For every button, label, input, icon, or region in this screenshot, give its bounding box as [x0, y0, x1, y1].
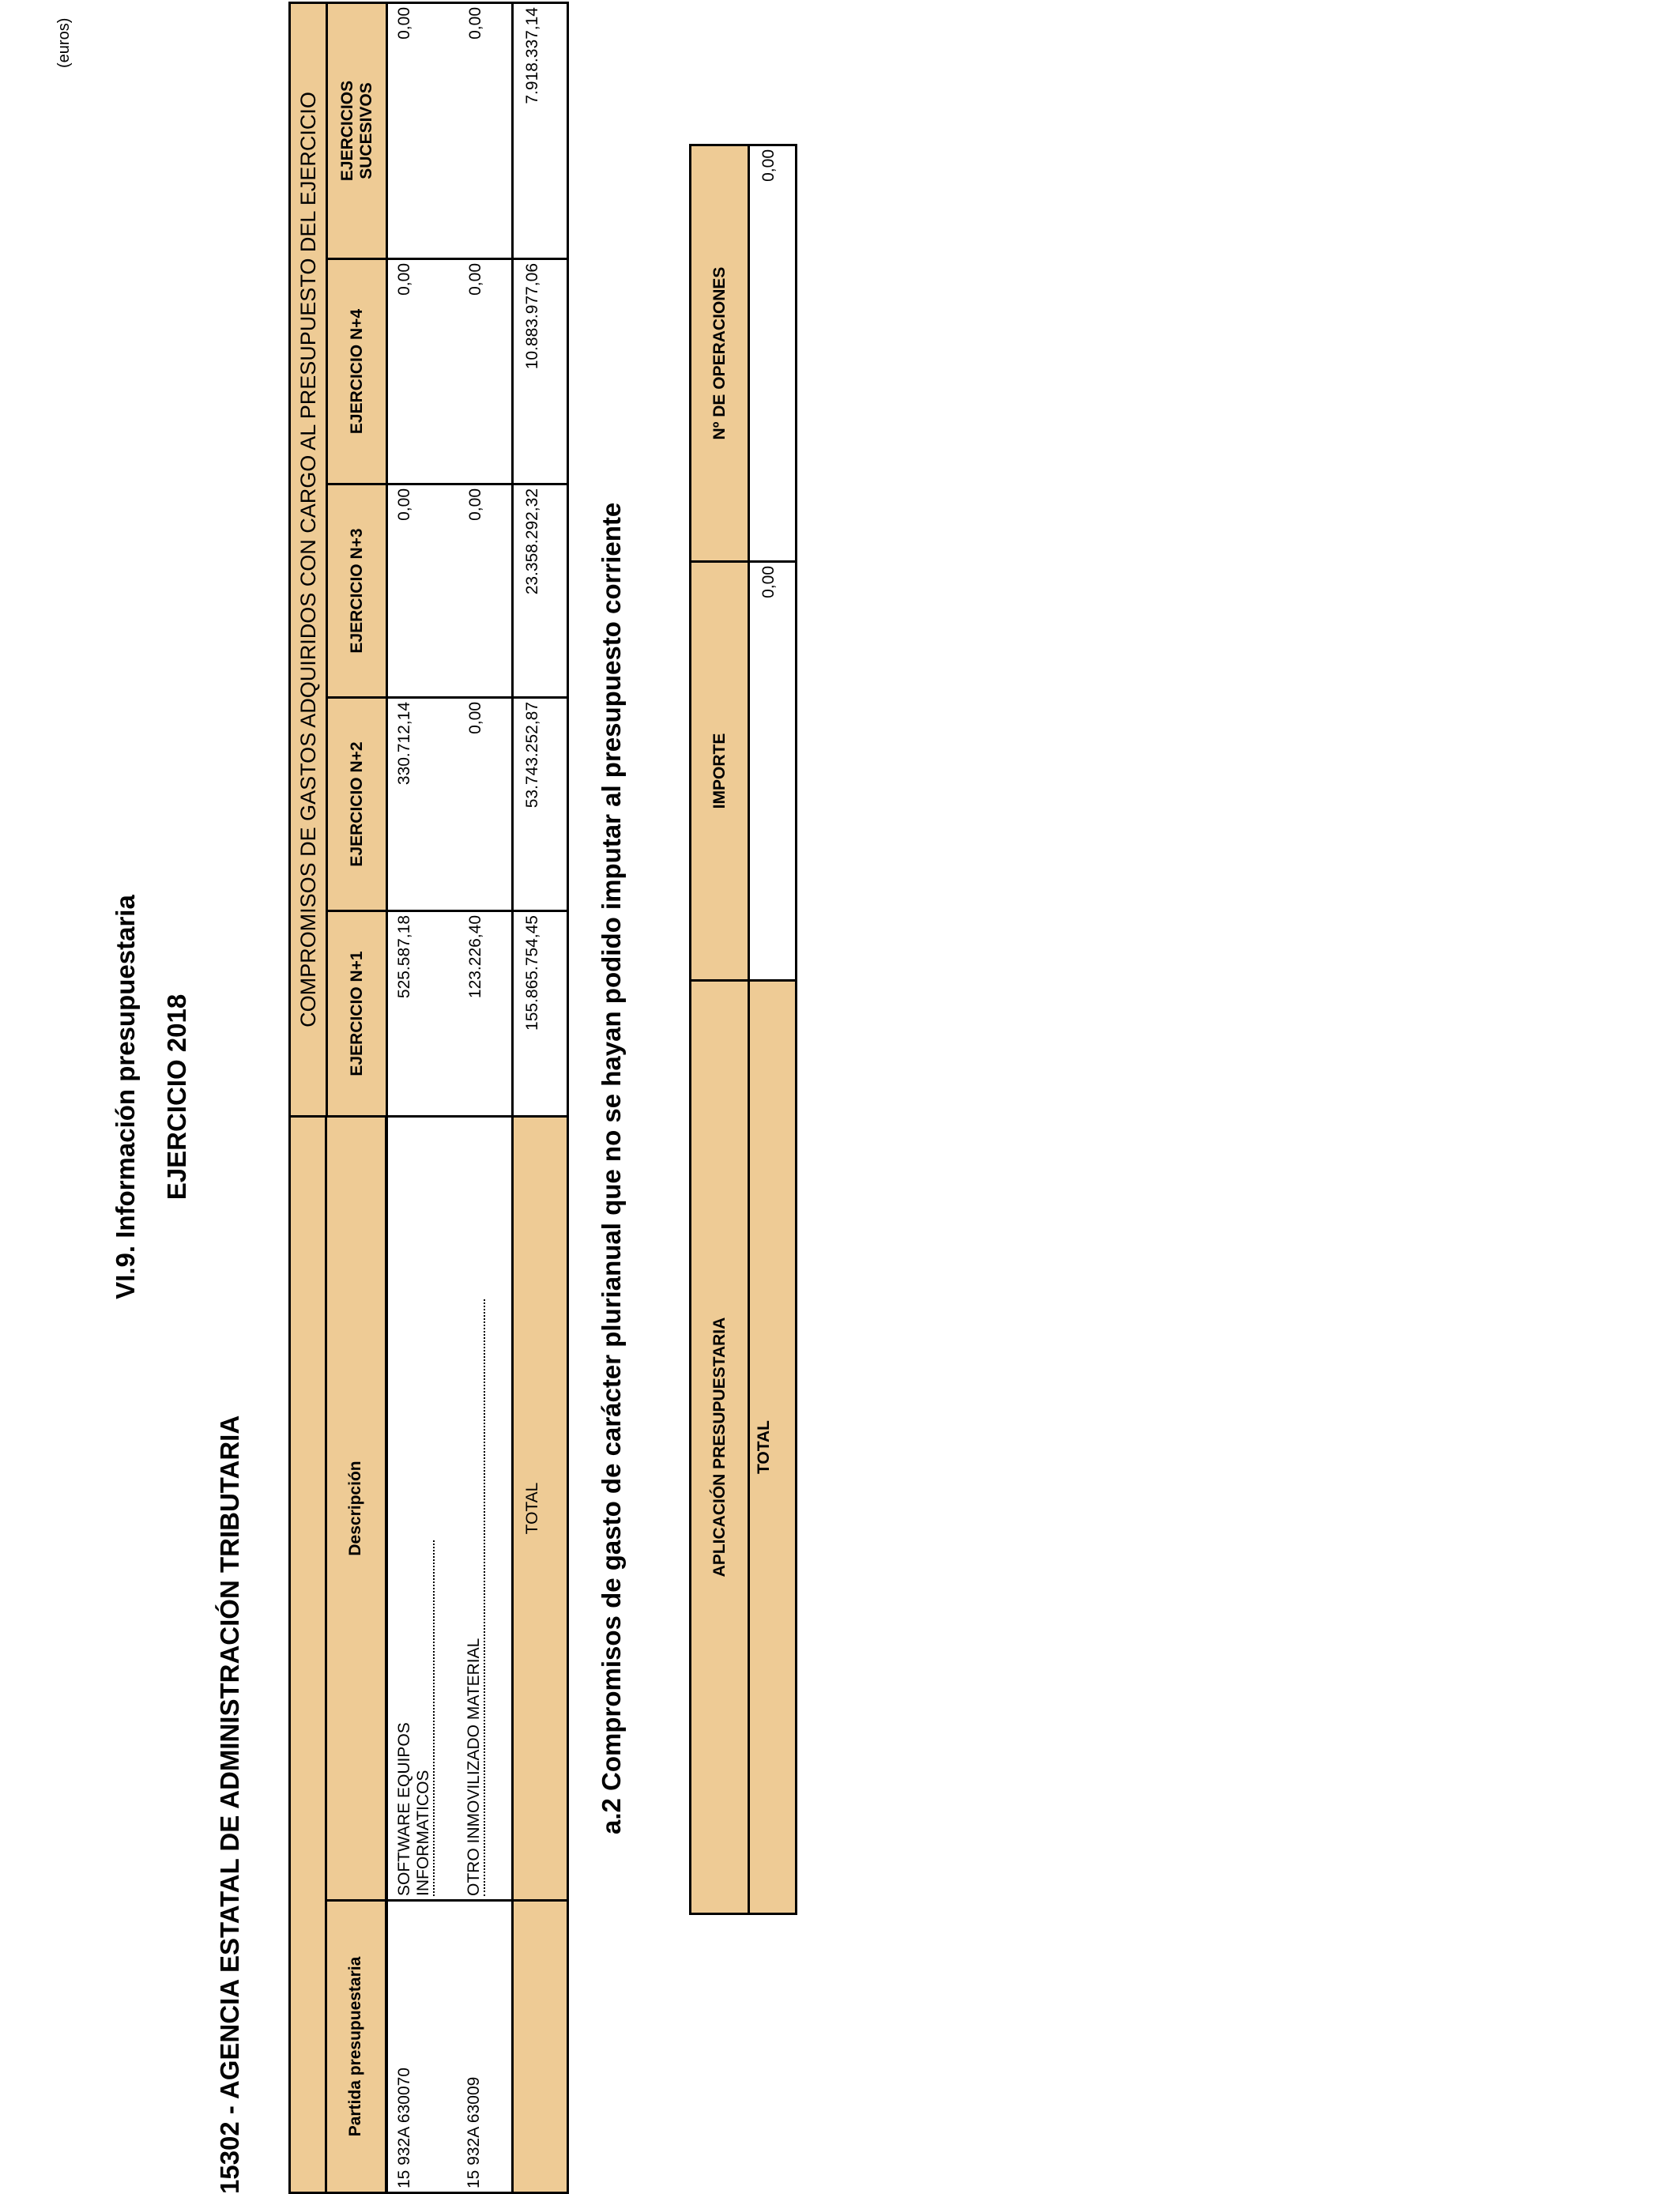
total-label: TOTAL	[749, 981, 797, 1914]
total-n4: 10.883.977,06	[512, 259, 567, 484]
commitments-body	[288, 2, 569, 2194]
value-n3: 0,00	[457, 484, 512, 698]
section-title: VI.9. Información presupuestaria	[111, 895, 140, 1299]
description-line2: INFORMATICOS	[414, 1540, 435, 1896]
table-row	[457, 3, 512, 2193]
group-header: COMPROMISOS DE GASTOS ADQUIRIDOS CON CARGO AL PRESUPUESTO DEL EJERCICIO	[290, 2, 327, 1116]
value-n3: 0,00	[386, 484, 457, 698]
total-row	[749, 145, 797, 1914]
col-n1: EJERCICIO N+1	[327, 911, 387, 1117]
col-descripcion: Descripción	[326, 1117, 386, 1901]
total-label: TOTAL	[512, 1117, 567, 1901]
total-n3: 23.358.292,32	[512, 484, 567, 698]
value-sucesivos: 0,00	[457, 3, 512, 259]
entity-title: 15302 - AGENCIA ESTATAL DE ADMINISTRACIÓN TRIBUTARIA	[215, 1415, 244, 2194]
value-n4: 0,00	[386, 259, 457, 484]
total-sucesivos: 7.918.337,14	[512, 3, 567, 259]
total-blank	[512, 1901, 567, 2193]
units-label: (euros)	[55, 17, 73, 68]
value-n1: 525.587,18	[386, 911, 457, 1117]
partida-cell: 15 932A 63009	[457, 1901, 512, 2193]
value-n2: 330.712,14	[386, 698, 457, 911]
section-a2-title: a.2 Compromisos de gasto de carácter plurianual que no se hayan podido imputar al presupuesto corriente	[597, 502, 626, 1834]
value-n4: 0,00	[457, 259, 512, 484]
value-sucesivos: 0,00	[386, 3, 457, 259]
col-n2: EJERCICIO N+2	[327, 698, 387, 911]
col-aplicacion: APLICACIÓN PRESUPUESTARIA	[691, 981, 749, 1914]
year-title: EJERCICIO 2018	[162, 993, 191, 1201]
total-importe: 0,00	[749, 562, 797, 981]
partida-cell: 15 932A 630070	[386, 1901, 457, 2193]
total-n1: 155.865.754,45	[512, 911, 567, 1117]
description-cell	[457, 1117, 512, 1901]
a2-table	[689, 144, 797, 1915]
total-row	[512, 3, 567, 2193]
table-row	[386, 3, 457, 2193]
total-n2: 53.743.252,87	[512, 698, 567, 911]
description-cell	[386, 1117, 457, 1901]
col-n4: EJERCICIO N+4	[327, 259, 387, 484]
col-n3: EJERCICIO N+3	[327, 484, 387, 698]
value-n1: 123.226,40	[457, 911, 512, 1117]
value-n2: 0,00	[457, 698, 512, 911]
total-operaciones: 0,00	[749, 145, 797, 562]
col-sucesivos: EJERCICIOS SUCESIVOS	[327, 2, 387, 258]
col-operaciones: Nº DE OPERACIONES	[691, 145, 749, 562]
col-importe: IMPORTE	[691, 562, 749, 981]
description-line1: OTRO INMOVILIZADO MATERIAL	[465, 1299, 485, 1896]
description-line1: SOFTWARE EQUIPOS	[394, 1722, 413, 1896]
col-partida: Partida presupuestaria	[326, 1901, 386, 2193]
